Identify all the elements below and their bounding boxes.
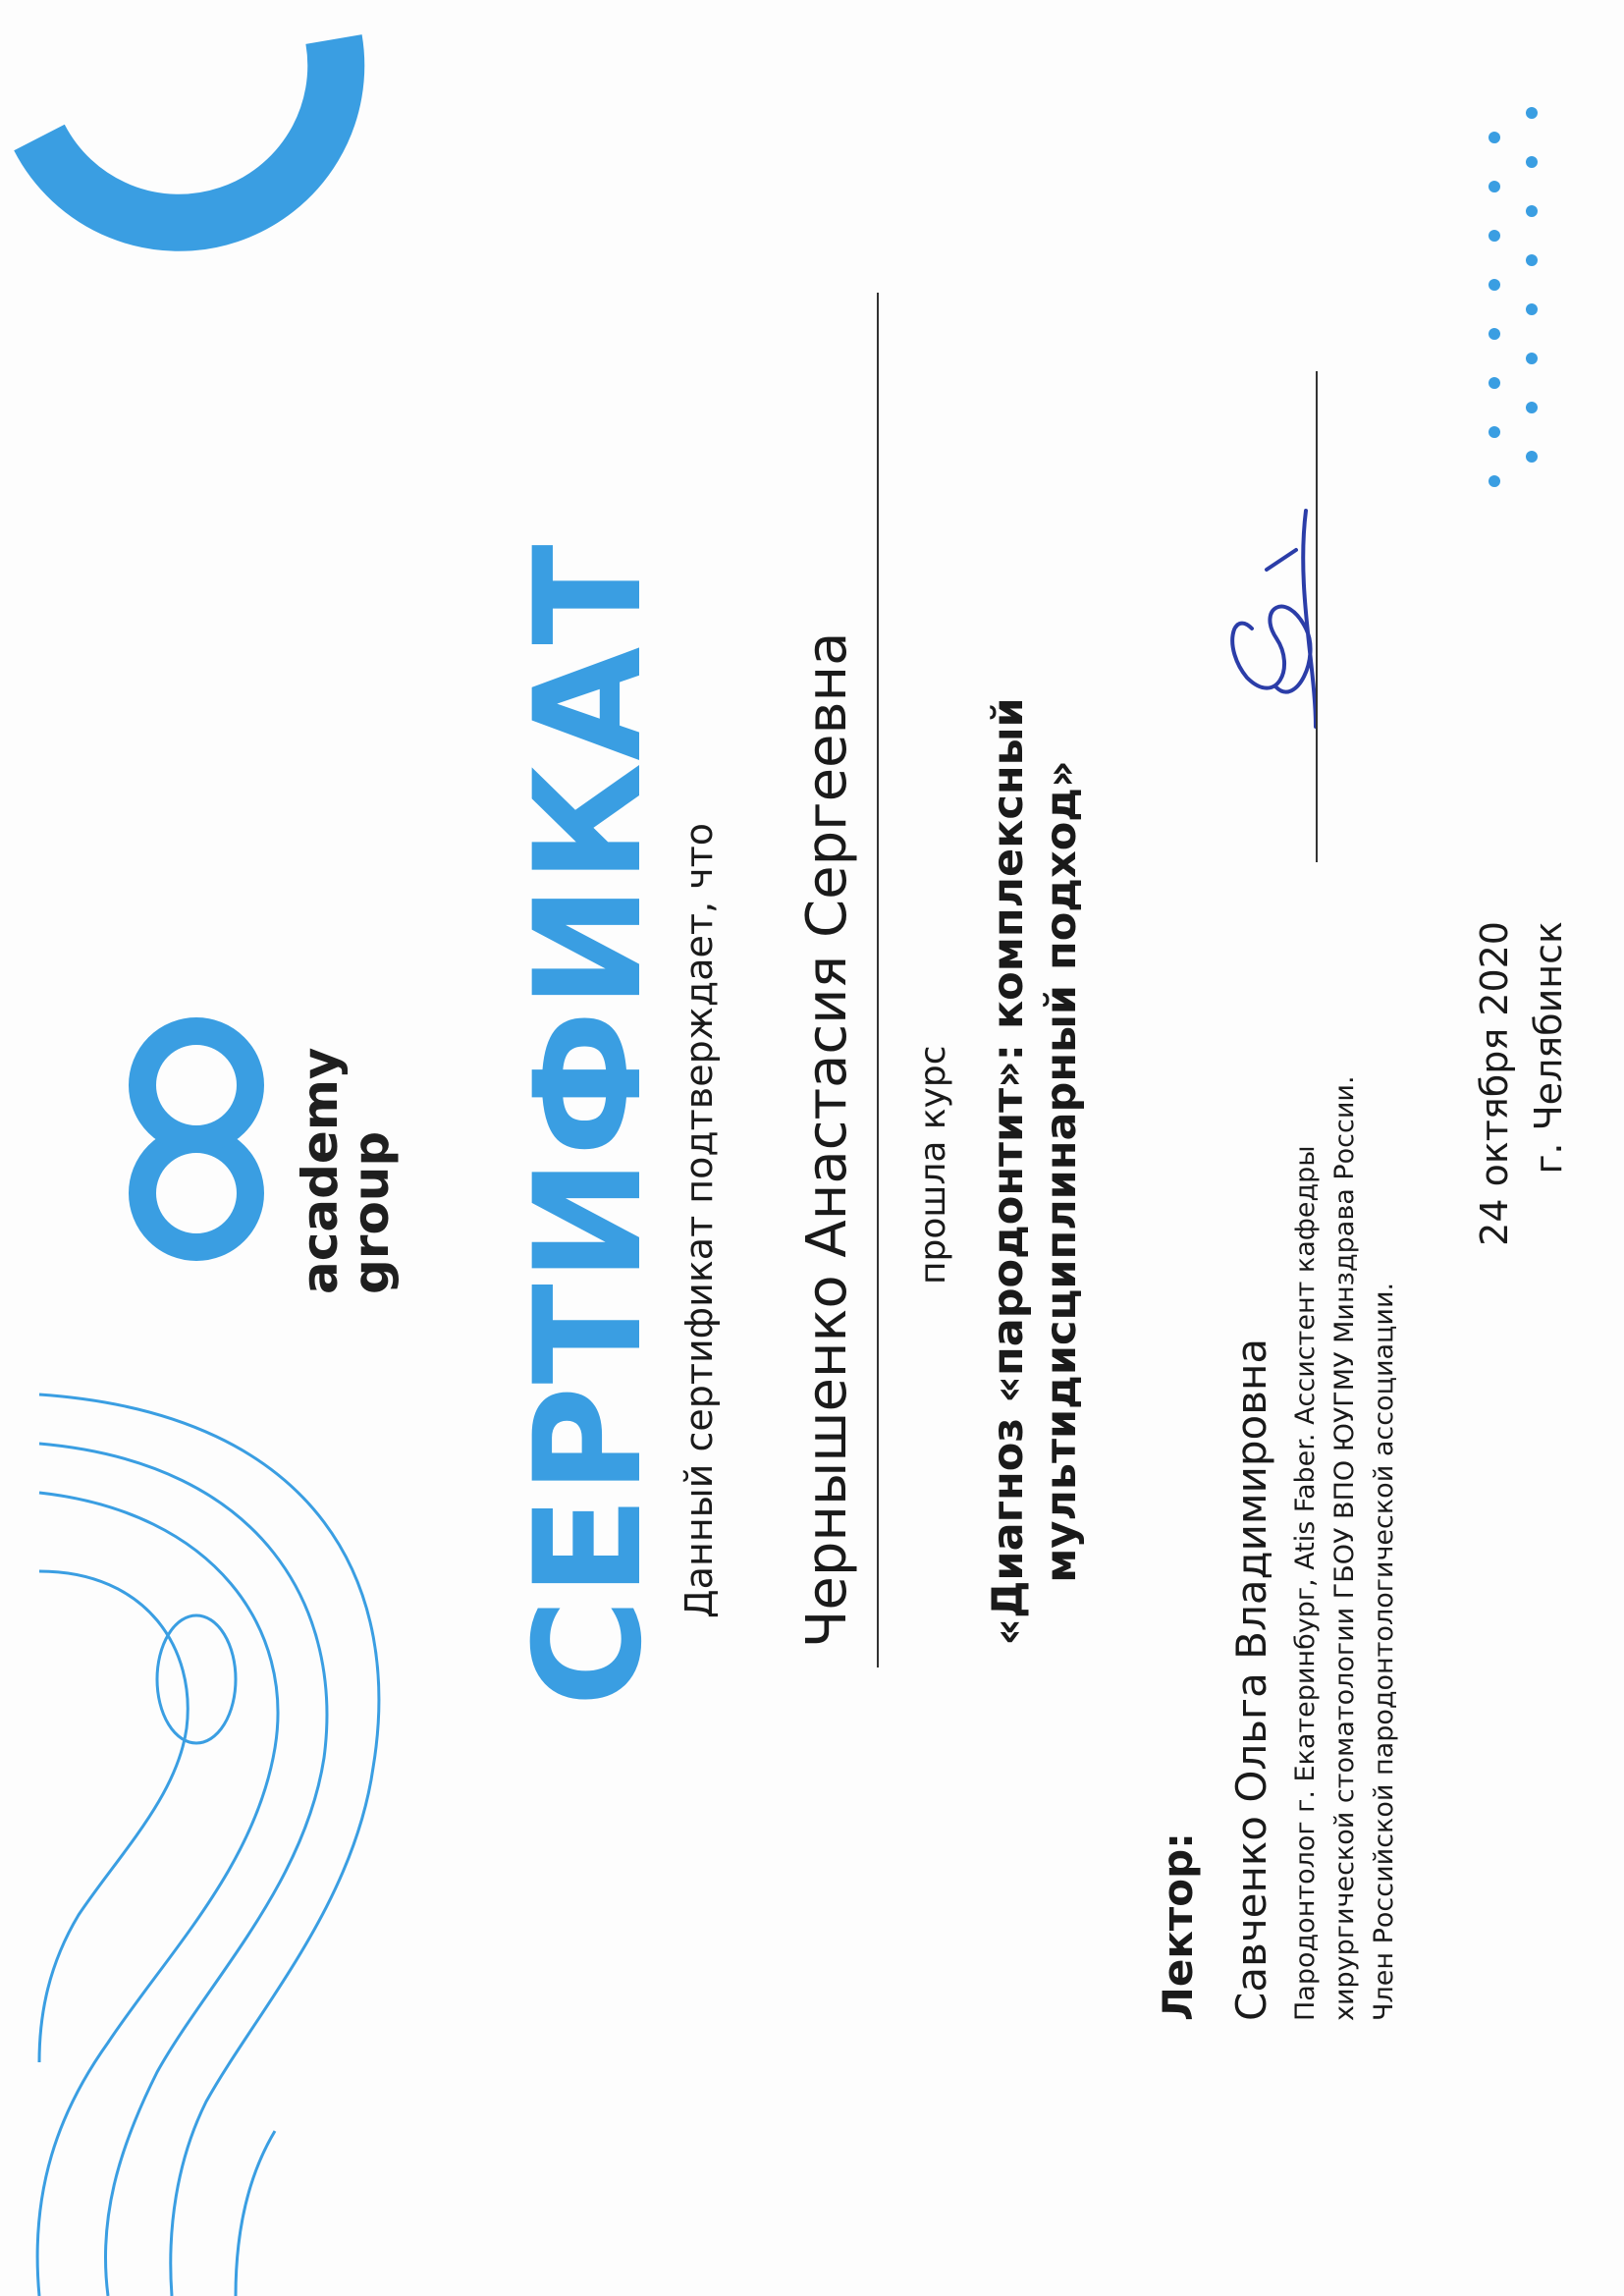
signature-line	[1316, 371, 1318, 862]
lecturer-description: Пародонтолог г. Екатеринбург, Atis Faber. Ассистент кафедры хирургической стоматологии ГБОУ ВПО ЮУГМУ Минздрава России. Член Российской пародонтологической ассоциации.	[1290, 1075, 1399, 2021]
passed-text: прошла курс	[913, 1045, 953, 1285]
person-name: Чернышенко Анастасия Сергеевна	[795, 631, 859, 1648]
certificate-title: СЕРТИФИКАТ	[504, 542, 675, 1707]
logo-line-1: academy	[292, 1047, 349, 1294]
lecturer-label: Лектор:	[1154, 1832, 1202, 2021]
course-name: «Диагноз «пародонтит»: комплексный мультидисциплинарный подход»	[984, 697, 1086, 1646]
name-underline	[877, 293, 879, 1667]
logo-line-2: group	[343, 1130, 400, 1294]
lecturer-name: Савченко Ольга Владимировна	[1227, 1338, 1275, 2021]
certificate-date: 24 октября 2020	[1473, 921, 1516, 1246]
logo-text	[292, 1047, 400, 1294]
certificate-city: г. Челябинск	[1527, 921, 1570, 1175]
confirm-text: Данный сертификат подтверждает, что	[677, 822, 721, 1618]
